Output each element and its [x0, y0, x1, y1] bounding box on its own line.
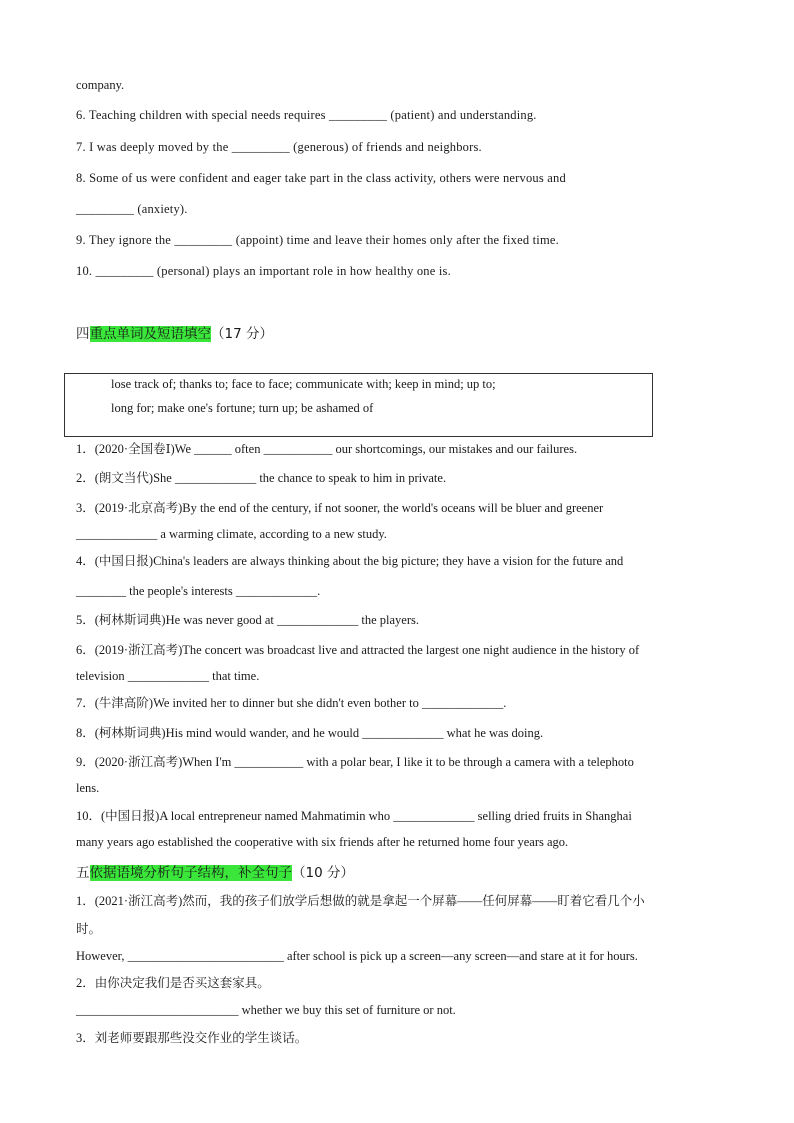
exercise-line: 6．(2019·浙江高考)The concert was broadcast live and attracted the largest one night audience in the history of [76, 643, 640, 657]
section-score: （10 分） [292, 865, 354, 881]
section-heading-5 [76, 864, 354, 882]
exercise-line: lens. [76, 781, 100, 795]
exercise-line: 1．(2020·全国卷Ⅰ)We ______ often ___________ our shortcomings, our mistakes and our failures. [76, 442, 578, 456]
exercise-line: 1．(2021·浙江高考)然而，我的孩子们放学后想做的就是拿起一个屏幕——任何屏幕——盯着它看几个小 [76, 894, 645, 908]
section-number: 四 [76, 326, 90, 342]
section-score: （17 分） [211, 326, 273, 342]
exercise-line: However, _________________________ after school is pick up a screen—any screen—and stare at it for hours. [76, 949, 638, 963]
exercise-line: many years ago established the cooperative with six friends after he returned home four years ago. [76, 835, 569, 849]
exercise-line: 2．由你决定我们是否买这套家具。 [76, 976, 270, 990]
exercise-line: 5．(柯林斯词典)He was never good at _____________ the players. [76, 613, 419, 627]
word-bank-box [64, 373, 653, 437]
exercise-line: 3．(2019·北京高考)By the end of the century, if not sooner, the world's oceans will be bluer and greener [76, 501, 604, 515]
exercise-line: 9. They ignore the _________ (appoint) time and leave their homes only after the fixed time. [76, 233, 559, 247]
exercise-line: 8. Some of us were confident and eager take part in the class activity, others were nervous and [76, 171, 566, 185]
exercise-line: _____________ a warming climate, according to a new study. [76, 527, 387, 541]
exercise-line: 3．刘老师要跟那些没交作业的学生谈话。 [76, 1031, 308, 1045]
exercise-line: 9．(2020·浙江高考)When I'm ___________ with a polar bear, I like it to be through a camera with a telephoto [76, 755, 634, 769]
word-bank-line: lose track of; thanks to; face to face; communicate with; keep in mind; up to; [111, 377, 496, 391]
exercise-line: television _____________ that time. [76, 669, 260, 683]
exercise-line: 10．(中国日报)A local entrepreneur named Mahmatimin who _____________ selling dried fruits in Shanghai [76, 809, 632, 823]
section-heading-4 [76, 325, 273, 343]
exercise-line: 4．(中国日报)China's leaders are always thinking about the big picture; they have a vision for the future and [76, 554, 624, 568]
exercise-line: 7. I was deeply moved by the _________ (generous) of friends and neighbors. [76, 140, 482, 154]
exercise-line: __________________________ whether we buy this set of furniture or not. [76, 1003, 456, 1017]
exercise-line: _________ (anxiety). [76, 202, 188, 216]
exercise-line: company. [76, 78, 125, 92]
section-title: 重点单词及短语填空 [89, 326, 211, 342]
exercise-line: 6. Teaching children with special needs requires _________ (patient) and understanding. [76, 108, 537, 122]
exercise-line: 7．(牛津高阶)We invited her to dinner but she didn't even bother to _____________. [76, 696, 507, 710]
exercise-line: ________ the people's interests _____________. [76, 584, 321, 598]
exercise-line: 8．(柯林斯词典)His mind would wander, and he would _____________ what he was doing. [76, 726, 544, 740]
word-bank-line: long for; make one's fortune; turn up; be ashamed of [111, 401, 374, 415]
section-title: 依据语境分析句子结构，补全句子 [89, 865, 292, 881]
section-number: 五 [76, 865, 90, 881]
exercise-line: 时。 [76, 922, 102, 936]
exercise-line: 10. _________ (personal) plays an important role in how healthy one is. [76, 264, 451, 278]
exercise-line: 2．(朗文当代)She _____________ the chance to speak to him in private. [76, 471, 447, 485]
